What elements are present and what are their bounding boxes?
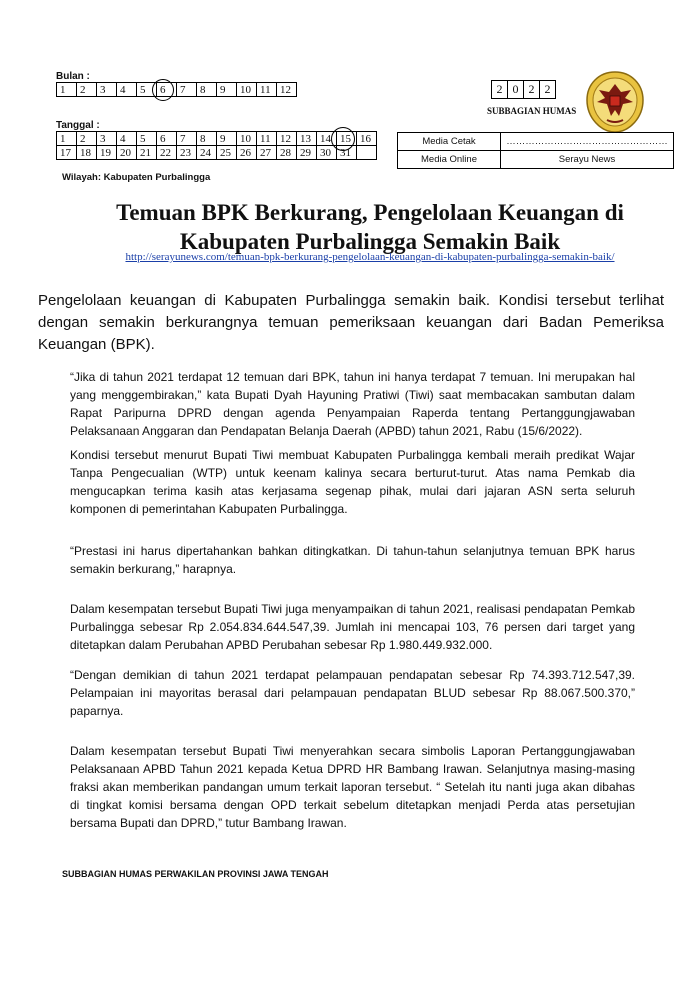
paragraph-6: Dalam kesempatan tersebut Bupati Tiwi menyerahkan secara simbolis Laporan Pertanggungjawaban Pelaksanaan APBD Tahun 2021 kepada Ketua DPRD HR Bambang Irawan. Selanjutnya masing-masing fraksi akan memberikan pandangan umum terkait laporan tersebut. “ Setelah itu nanti juga akan dibahas di tingkat komisi bersama dengan OPD terkait sebelum ditetapkan menjadi Perda atas persetujian bersama Bupati dan DPRD,” tutur Bambang Irawan. — [70, 744, 635, 830]
month-cell: 6 — [157, 83, 177, 97]
month-cell: 10 — [237, 83, 257, 97]
paragraph-4: Dalam kesempatan tersebut Bupati Tiwi juga menyampaikan di tahun 2021, realisasi pendapatan Pemkab Purbalingga sebesar Rp 2.054.834.644.547,39. Jumlah ini mencapai 103, 76 persen dari target yang ditetapkan dalam Perubahan APBD Perubahan sebesar Rp 1.980.449.932.000. — [70, 602, 635, 652]
article-title — [60, 198, 680, 256]
month-cell: 1 — [57, 83, 77, 97]
media-cetak-value: …………………………………………… — [501, 133, 674, 151]
paragraph-1: “Jika di tahun 2021 terdapat 12 temuan dari BPK, tahun ini hanya terdapat 7 temuan. Ini merupakan hal yang menggembirakan,” kata Bupati Dyah Hayuning Pratiwi (Tiwi) saat membacakan sambutan dalam Rapat Paripurna DPRD dengan agenda Penyampaian Raperda tentang Pertanggungjawaban Pelaksanaan Anggaran dan Pendapatan Belanja Daerah (APBD) tahun 2021, Rabu (15/6/2022). — [70, 370, 635, 438]
paragraph-2: Kondisi tersebut menurut Bupati Tiwi membuat Kabupaten Purbalingga kembali meraih predikat Wajar Tanpa Pengecualian (WTP) untuk keenam kalinya secara berturut-turut. Atas nama Pemkab dia mengucapkan terima kasih atas kerjasama segenap pihak, mulai dari jajaran ASN serta seluruh komponen di pemerintahan Kabupaten Purbalingga. — [70, 448, 635, 516]
month-cell: 11 — [257, 83, 277, 97]
paragraph-3: “Prestasi ini harus dipertahankan bahkan ditingkatkan. Di tahun-tahun selanjutnya temuan BPK harus semakin berkurang,” harapnya. — [70, 544, 635, 576]
year-digit-cell: 2 — [540, 81, 556, 99]
paragraph-5: “Dengan demikian di tahun 2021 terdapat pelampauan pendapatan sebesar Rp 74.393.712.547,39. Pelampaian ini mayoritas berasal dari pelampauan pendapatan BLUD sebesar Rp 88.067.500.370,” paparnya. — [70, 668, 635, 718]
day-cell: 31 — [337, 146, 357, 160]
day-cell: 17 — [57, 146, 77, 160]
day-cell: 7 — [177, 132, 197, 146]
month-cell: 4 — [117, 83, 137, 97]
month-cell: 5 — [137, 83, 157, 97]
month-cell: 12 — [277, 83, 297, 97]
day-cell: 21 — [137, 146, 157, 160]
day-cell: 10 — [237, 132, 257, 146]
bulan-label: Bulan : — [56, 71, 90, 82]
day-cell: 24 — [197, 146, 217, 160]
month-cell: 3 — [97, 83, 117, 97]
day-grid — [56, 131, 377, 160]
title-line-2: Kabupaten Purbalingga Semakin Baik — [179, 229, 561, 254]
day-cell: 11 — [257, 132, 277, 146]
day-cell: 27 — [257, 146, 277, 160]
tanggal-label: Tanggal : — [56, 120, 100, 131]
year-digit-cell: 2 — [492, 81, 508, 99]
month-cell: 7 — [177, 83, 197, 97]
day-cell: 20 — [117, 146, 137, 160]
source-link[interactable]: http://serayunews.com/temuan-bpk-berkurang-pengelolaan-keuangan-di-kabupaten-purbalingga-semakin-baik/ — [125, 251, 615, 263]
day-cell: 3 — [97, 132, 117, 146]
day-cell: 18 — [77, 146, 97, 160]
wilayah-label: Wilayah: Kabupaten Purbalingga — [62, 172, 211, 183]
day-cell: 16 — [357, 132, 377, 146]
day-cell: 4 — [117, 132, 137, 146]
title-line-1: Temuan BPK Berkurang, Pengelolaan Keuangan di — [116, 200, 624, 225]
media-cetak-label: Media Cetak — [398, 133, 501, 151]
footer-unit: SUBBAGIAN HUMAS PERWAKILAN PROVINSI JAWA TENGAH — [62, 869, 329, 879]
day-cell: 12 — [277, 132, 297, 146]
day-cell: 19 — [97, 146, 117, 160]
day-cell: 1 — [57, 132, 77, 146]
day-cell: 25 — [217, 146, 237, 160]
day-cell: 8 — [197, 132, 217, 146]
day-cell: 23 — [177, 146, 197, 160]
day-cell: 22 — [157, 146, 177, 160]
day-cell: 15 — [337, 132, 357, 146]
selected-month-circle — [152, 79, 174, 101]
day-cell: 26 — [237, 146, 257, 160]
month-cell: 8 — [197, 83, 217, 97]
day-cell: 9 — [217, 132, 237, 146]
day-cell: 30 — [317, 146, 337, 160]
unit-label: SUBBAGIAN HUMAS — [487, 106, 577, 116]
day-cell: 29 — [297, 146, 317, 160]
garuda-emblem-icon — [585, 70, 645, 134]
month-cell: 9 — [217, 83, 237, 97]
year-box — [491, 80, 556, 99]
day-cell — [357, 146, 377, 160]
day-cell: 2 — [77, 132, 97, 146]
day-cell: 6 — [157, 132, 177, 146]
day-cell: 14 — [317, 132, 337, 146]
media-table — [397, 132, 674, 169]
media-online-value: Serayu News — [501, 151, 674, 169]
day-cell: 5 — [137, 132, 157, 146]
media-online-label: Media Online — [398, 151, 501, 169]
year-digit-cell: 2 — [524, 81, 540, 99]
month-cell: 2 — [77, 83, 97, 97]
day-cell: 28 — [277, 146, 297, 160]
day-cell: 13 — [297, 132, 317, 146]
lead-paragraph: Pengelolaan keuangan di Kabupaten Purbalingga semakin baik. Kondisi tersebut terlihat dengan semakin berkurangnya temuan pemeriksaan keuangan dari Badan Pemeriksa Keuangan (BPK). — [38, 292, 664, 353]
month-grid — [56, 82, 297, 97]
year-digit-cell: 0 — [508, 81, 524, 99]
